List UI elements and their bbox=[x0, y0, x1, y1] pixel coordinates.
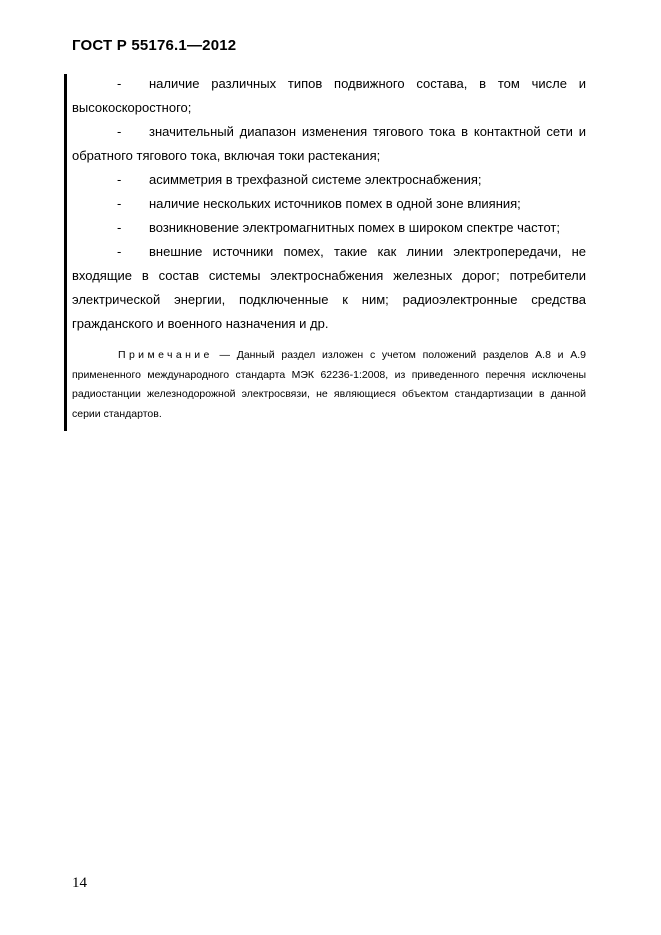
list-dash: - bbox=[117, 76, 122, 91]
list-dash: - bbox=[117, 172, 122, 187]
requirements-list bbox=[72, 72, 586, 336]
note-paragraph bbox=[72, 346, 586, 424]
note-label: Примечание bbox=[118, 349, 213, 361]
list-item bbox=[72, 192, 586, 216]
list-item bbox=[72, 168, 586, 192]
list-item bbox=[72, 240, 586, 336]
list-item-text: значительный диапазон изменения тягового тока в контактной сети и обратного тягового тока, включая токи растекания; bbox=[72, 124, 586, 163]
list-item-text: асимметрия в трехфазной системе электроснабжения; bbox=[149, 172, 482, 187]
list-dash: - bbox=[117, 124, 122, 139]
page-number: 14 bbox=[72, 875, 87, 891]
list-item bbox=[72, 72, 586, 120]
list-item-text: наличие различных типов подвижного состава, в том числе и высокоскоростного; bbox=[72, 76, 586, 115]
list-item-text: возникновение электромагнитных помех в широком спектре частот; bbox=[149, 220, 560, 235]
document-header: ГОСТ Р 55176.1—2012 bbox=[72, 37, 237, 54]
list-item bbox=[72, 120, 586, 168]
list-item-text: внешние источники помех, такие как линии электропередачи, не входящие в состав системы электроснабжения железных дорог; потребители электрической энергии, подключенные к ним; радиоэлектронные средства гражданского и военного назначения и др. bbox=[72, 244, 586, 331]
list-item bbox=[72, 216, 586, 240]
list-dash: - bbox=[117, 244, 122, 259]
change-bar bbox=[64, 74, 67, 431]
list-dash: - bbox=[117, 220, 122, 235]
list-item-text: наличие нескольких источников помех в одной зоне влияния; bbox=[149, 196, 521, 211]
list-dash: - bbox=[117, 196, 122, 211]
note-text: — Данный раздел изложен с учетом положений разделов А.8 и А.9 примененного международного стандарта МЭК 62236-1:2008, из приведенного перечня исключены радиостанции железнодорожной электросвязи, не являющиеся объектом стандартизации в данной серии стандартов. bbox=[72, 349, 586, 420]
